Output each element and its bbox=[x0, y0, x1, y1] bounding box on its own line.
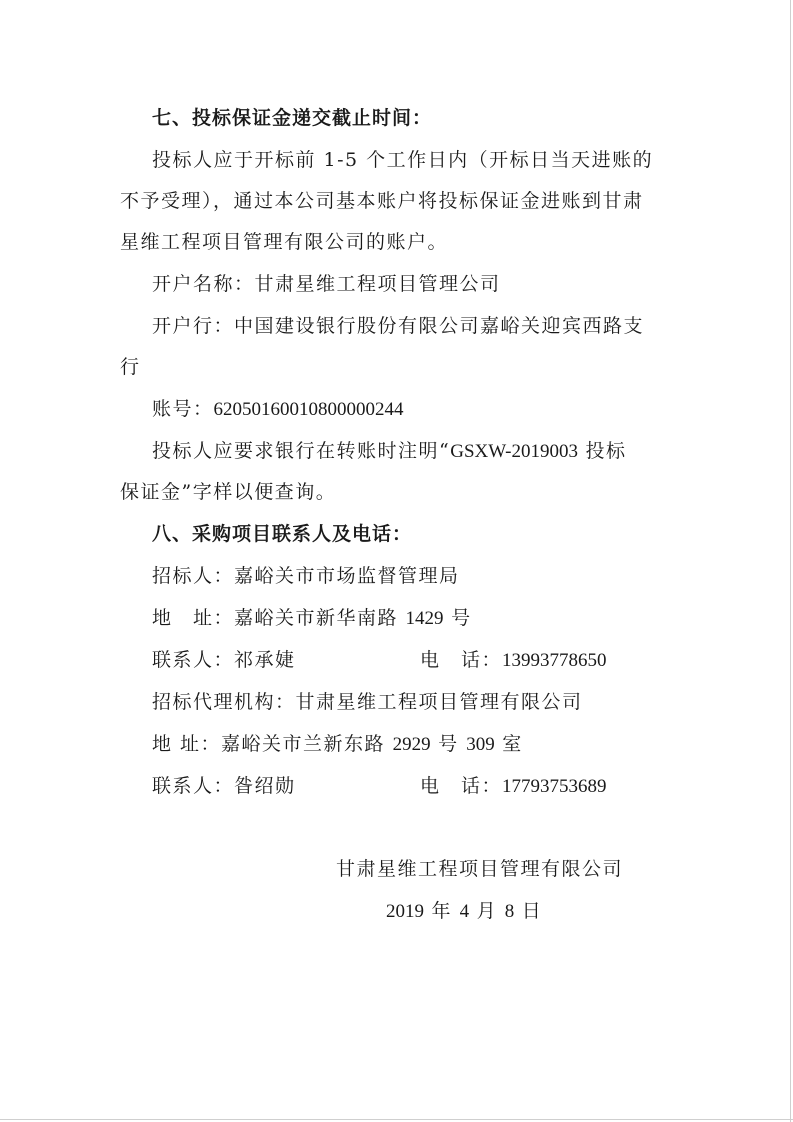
account-number-line bbox=[152, 397, 404, 422]
signature-year: 2019 bbox=[386, 901, 424, 922]
tenderer-address bbox=[152, 606, 472, 631]
account-name: 开户名称：甘肃星维工程项目管理公司 bbox=[152, 273, 501, 295]
transfer-note-line-2: 保证金”字样以便查询。 bbox=[120, 481, 337, 503]
signature-month-unit: 月 bbox=[469, 900, 505, 922]
deposit-para-line-2: 不予受理），通过本公司基本账户将投标保证金进账到甘肃 bbox=[120, 190, 644, 212]
agency-address-room: 309 bbox=[466, 734, 495, 755]
tenderer-address-suffix: 号 bbox=[443, 607, 472, 629]
signature-day: 8 bbox=[504, 901, 515, 922]
section-7-heading: 七、投标保证金递交截止时间： bbox=[152, 107, 433, 129]
account-number: 62050160010800000244 bbox=[213, 399, 404, 420]
tenderer-contact: 联系人：祁承婕 bbox=[152, 649, 296, 671]
agency-name: 招标代理机构：甘肃星维工程项目管理有限公司 bbox=[152, 691, 583, 713]
transfer-note-prefix: 投标人应要求银行在转账时注明“ bbox=[152, 440, 451, 462]
tenderer-address-label: 地 址：嘉峪关市新华南路 bbox=[152, 607, 406, 629]
signature-month: 4 bbox=[459, 901, 470, 922]
deposit-para-line-1: 投标人应于开标前 1-5 个工作日内（开标日当天进账的 bbox=[152, 149, 654, 171]
transfer-note-suffix: 投标 bbox=[577, 440, 627, 462]
agency-address-suffix: 室 bbox=[494, 733, 523, 755]
deposit-para-line-3: 星维工程项目管理有限公司的账户。 bbox=[120, 231, 449, 253]
transfer-note-line-1 bbox=[152, 439, 627, 464]
bank-line-2: 行 bbox=[120, 356, 141, 378]
tenderer-phone-label: 电 话： bbox=[420, 649, 503, 671]
agency-address-number: 2929 bbox=[392, 734, 431, 755]
page-edge-bottom bbox=[0, 1119, 793, 1120]
agency-address-mid: 号 bbox=[430, 733, 467, 755]
signature-date bbox=[386, 899, 542, 924]
account-number-label: 账号： bbox=[152, 398, 214, 420]
agency-address-label: 地 址：嘉峪关市兰新东路 bbox=[152, 733, 393, 755]
tenderer-name: 招标人：嘉峪关市市场监督管理局 bbox=[152, 565, 460, 587]
page-edge-right bbox=[790, 0, 791, 1122]
bank-line-1: 开户行：中国建设银行股份有限公司嘉峪关迎宾西路支 bbox=[152, 315, 645, 337]
signature-day-unit: 日 bbox=[514, 900, 543, 922]
tenderer-contact-line bbox=[152, 648, 712, 672]
signature-year-unit: 年 bbox=[424, 900, 460, 922]
agency-phone: 17793753689 bbox=[502, 776, 607, 797]
tenderer-address-number: 1429 bbox=[405, 608, 444, 629]
tenderer-phone-group bbox=[420, 648, 607, 673]
agency-contact: 联系人：昝绍勋 bbox=[152, 775, 296, 797]
agency-address bbox=[152, 732, 523, 757]
section-8-heading: 八、采购项目联系人及电话： bbox=[152, 523, 413, 545]
agency-phone-group bbox=[420, 774, 607, 799]
signature-company: 甘肃星维工程项目管理有限公司 bbox=[336, 858, 624, 880]
agency-phone-label: 电 话： bbox=[420, 775, 503, 797]
tenderer-phone: 13993778650 bbox=[502, 650, 607, 671]
project-code: GSXW-2019003 bbox=[450, 441, 578, 462]
agency-contact-line bbox=[152, 774, 712, 798]
